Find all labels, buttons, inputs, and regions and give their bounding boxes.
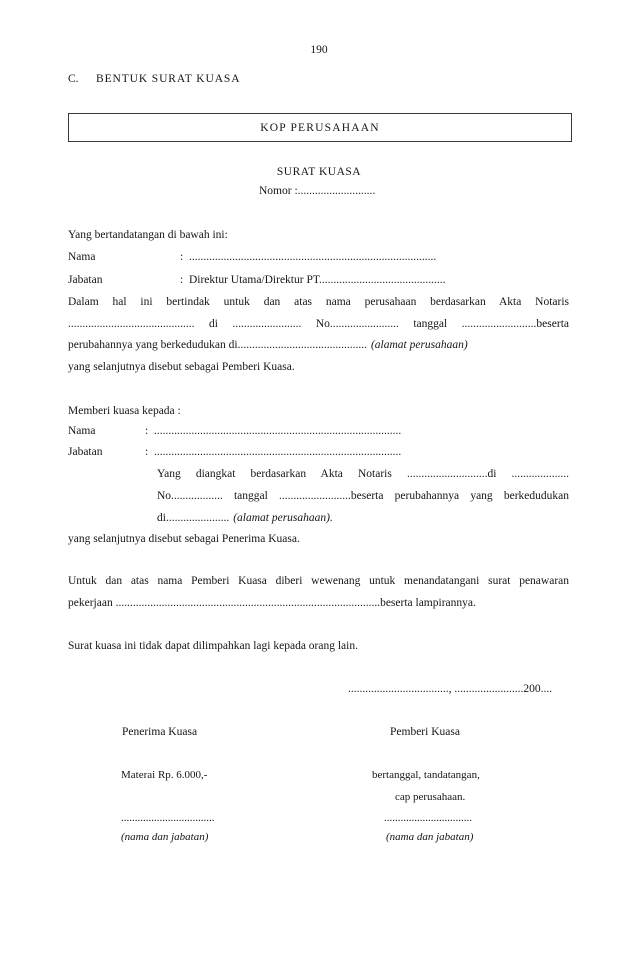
non-delegation-clause: Surat kuasa ini tidak dapat dilimpahkan lagi kepada orang lain. — [68, 640, 358, 652]
place-date-line: ..................................., ........................200.... — [348, 683, 553, 695]
grantor-domicile: perubahannya yang berkedudukan di............................................. — [68, 339, 367, 351]
grantor-name-value: : ...................................................................................... — [180, 251, 437, 263]
grantee-deed-line-2: No.................. tanggal .........................beserta perubahannya yang berkedudukan — [157, 490, 569, 502]
grantor-intro: Yang bertandatangan di bawah ini: — [68, 229, 228, 241]
grantor-stamp-line-2: cap perusahaan. — [395, 791, 466, 803]
grantor-deed-line-1: Dalam hal ini bertindak untuk dan atas nama perusahaan berdasarkan Akta Notaris — [68, 296, 569, 308]
grantor-position-value: : Direktur Utama/Direktur PT............................................ — [180, 274, 446, 286]
grantor-deed-line-3 — [68, 338, 468, 352]
grantee-name-label: Nama — [68, 425, 96, 437]
grantee-domicile: di...................... — [157, 512, 230, 524]
grantee-stamp-duty: Materai Rp. 6.000,- — [121, 769, 208, 781]
section-heading: BENTUK SURAT KUASA — [96, 73, 241, 85]
section-letter: C. — [68, 73, 79, 85]
grantee-name-value: : ...................................................................................... — [145, 425, 402, 437]
grantee-position-value: : ...................................................................................... — [145, 446, 402, 458]
grantee-signature-role: Penerima Kuasa — [122, 726, 198, 738]
grantor-signature-role: Pemberi Kuasa — [390, 726, 460, 738]
grantee-deed-line-1: Yang diangkat berdasarkan Akta Notaris ............................di .................... — [157, 468, 569, 480]
letterhead-box — [68, 113, 572, 142]
grantee-deed-line-3 — [157, 511, 333, 525]
grantee-address-note: (alamat perusahaan). — [233, 512, 333, 524]
grantor-signature-caption: (nama dan jabatan) — [386, 831, 474, 843]
letter-title: SURAT KUASA — [276, 166, 362, 178]
grantee-signature-blank: .................................. — [121, 812, 215, 824]
grantor-position-label: Jabatan — [68, 274, 103, 286]
grantor-signature-blank: ................................ — [384, 812, 472, 824]
grantor-name-label: Nama — [68, 251, 96, 263]
grantor-stamp-line-1: bertanggal, tandatangan, — [372, 769, 480, 781]
grantee-signature-caption: (nama dan jabatan) — [121, 831, 209, 843]
grantee-position-label: Jabatan — [68, 446, 103, 458]
grantee-closing: yang selanjutnya disebut sebagai Penerima Kuasa. — [68, 533, 300, 545]
grantor-closing: yang selanjutnya disebut sebagai Pemberi Kuasa. — [68, 361, 295, 373]
page-number: 190 — [310, 44, 328, 56]
authority-line-1: Untuk dan atas nama Pemberi Kuasa diberi wewenang untuk menandatangani surat penawaran — [68, 575, 569, 587]
authority-line-2: pekerjaan ............................................................................................beserta lampirannya. — [68, 597, 476, 609]
grantor-address-note: (alamat perusahaan) — [370, 339, 468, 351]
grantor-deed-line-2: ............................................ di ........................ No........................ tanggal ..........................beserta — [68, 318, 569, 330]
grantee-intro: Memberi kuasa kepada : — [68, 405, 181, 417]
letterhead-label: KOP PERUSAHAAN — [260, 121, 380, 134]
letter-number: Nomor :........................... — [259, 185, 376, 197]
